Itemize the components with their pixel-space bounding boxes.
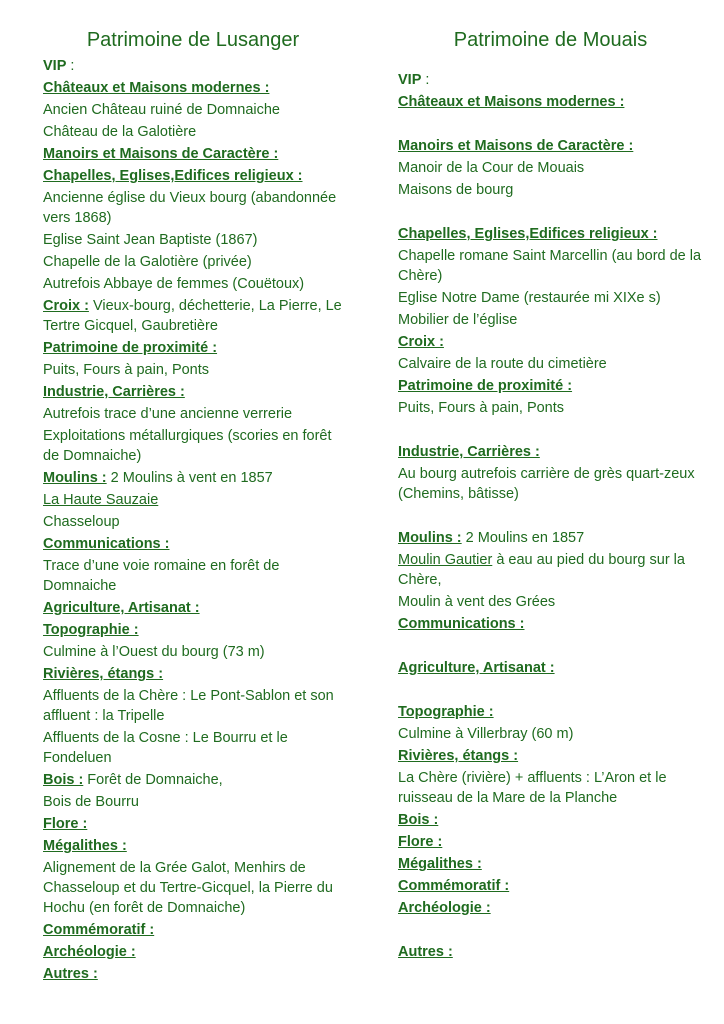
manoirs-heading: Manoirs et Maisons de Caractère :: [43, 146, 279, 162]
bois-heading: Bois :: [398, 812, 439, 828]
archeologie-heading: Archéologie :: [398, 900, 491, 916]
moulins-heading: Moulins :: [398, 530, 462, 546]
croix-heading: Croix :: [43, 298, 89, 314]
chateaux-heading: Châteaux et Maisons modernes :: [398, 94, 625, 110]
croix-entry: [43, 296, 343, 336]
rivieres-heading: Rivières, étangs :: [398, 748, 519, 764]
chateaux-heading: Châteaux et Maisons modernes :: [43, 80, 270, 96]
chapelle-item: Mobilier de l’église: [398, 312, 518, 328]
riviere-item: Affluents de la Cosne : Le Bourru et le Fondeluen: [43, 730, 288, 766]
megalithes-heading: Mégalithes :: [43, 838, 127, 854]
industrie-heading: Industrie, Carrières :: [43, 384, 185, 400]
chapelles-heading: Chapelles, Eglises,Edifices religieux :: [43, 168, 303, 184]
bois-heading: Bois :: [43, 772, 84, 788]
flore-heading: Flore :: [43, 816, 88, 832]
proximite-text: Puits, Fours à pain, Ponts: [43, 362, 210, 378]
agriculture-heading: Agriculture, Artisanat :: [43, 600, 200, 616]
chapelle-item: Autrefois Abbaye de femmes (Couëtoux): [43, 276, 305, 292]
moulin-link[interactable]: Moulin Gautier: [398, 552, 493, 568]
riviere-item: Affluents de la Chère : Le Pont-Sablon et son affluent : la Tripelle: [43, 688, 334, 724]
moulins-heading: Moulins :: [43, 470, 107, 486]
moulin-item: Moulin à vent des Grées: [398, 594, 556, 610]
agriculture-heading: Agriculture, Artisanat :: [398, 660, 555, 676]
chapelles-heading: Chapelles, Eglises,Edifices religieux :: [398, 226, 658, 242]
vip-suffix: :: [66, 58, 75, 74]
megalithes-text: Alignement de la Grée Galot, Menhirs de Chasseloup et du Tertre-Gicquel, la Pierre du Hochu (en forêt de Domnaiche): [43, 860, 333, 916]
communications-heading: Communications :: [43, 536, 170, 552]
commemoratif-heading: Commémoratif :: [43, 922, 155, 938]
chapelle-item: Ancienne église du Vieux bourg (abandonnée vers 1868): [43, 190, 337, 226]
industrie-heading: Industrie, Carrières :: [398, 444, 540, 460]
autres-heading: Autres :: [398, 944, 453, 960]
mouais-title: Patrimoine de Mouais: [453, 29, 648, 51]
proximite-heading: Patrimoine de proximité :: [43, 340, 218, 356]
flore-heading: Flore :: [398, 834, 443, 850]
industrie-item: Autrefois trace d’une ancienne verrerie: [43, 406, 293, 422]
chapelle-item: Chapelle de la Galotière (privée): [43, 254, 252, 270]
moulins-text: 2 Moulins en 1857: [461, 530, 585, 546]
mouais-column: [398, 26, 703, 964]
croix-text: Calvaire de la route du cimetière: [398, 356, 607, 372]
communications-heading: Communications :: [398, 616, 525, 632]
moulins-entry: [398, 528, 703, 548]
vip-heading: VIP: [43, 58, 67, 74]
moulins-text: 2 Moulins à vent en 1857: [106, 470, 273, 486]
croix-text: Vieux-bourg, déchetterie, La Pierre, Le Tertre Gicquel, Gaubretière: [43, 298, 342, 334]
bois-entry: [43, 770, 343, 790]
commemoratif-heading: Commémoratif :: [398, 878, 510, 894]
bois-item: Bois de Bourru: [43, 794, 139, 810]
proximite-heading: Patrimoine de proximité :: [398, 378, 573, 394]
industrie-item: Exploitations métallurgiques (scories en forêt de Domnaiche): [43, 428, 332, 464]
proximite-text: Puits, Fours à pain, Ponts: [398, 400, 565, 416]
croix-heading: Croix :: [398, 334, 444, 350]
vip-heading: VIP: [398, 72, 422, 88]
moulin-entry: [398, 550, 703, 590]
topographie-text: Culmine à l’Ouest du bourg (73 m): [43, 644, 265, 660]
moulin-link[interactable]: La Haute Sauzaie: [43, 492, 159, 508]
topographie-heading: Topographie :: [43, 622, 139, 638]
manoirs-heading: Manoirs et Maisons de Caractère :: [398, 138, 634, 154]
chateau-item: Château de la Galotière: [43, 124, 197, 140]
chapelle-item: Eglise Saint Jean Baptiste (1867): [43, 232, 258, 248]
communications-text: Trace d’une voie romaine en forêt de Domnaiche: [43, 558, 280, 594]
moulin-link-suffix: à eau au pied du bourg sur la Chère,: [398, 552, 685, 588]
moulins-entry: [43, 468, 343, 488]
chapelle-item: Chapelle romane Saint Marcellin (au bord de la Chère): [398, 248, 702, 284]
rivieres-heading: Rivières, étangs :: [43, 666, 164, 682]
lusanger-column: [43, 26, 343, 986]
chateau-item: Ancien Château ruiné de Domnaiche: [43, 102, 280, 118]
rivieres-text: La Chère (rivière) + affluents : L’Aron et le ruisseau de la Mare de la Planche: [398, 770, 667, 806]
moulin-item: Chasseloup: [43, 514, 120, 530]
lusanger-title: Patrimoine de Lusanger: [86, 29, 300, 51]
bois-text: Forêt de Domnaiche,: [83, 772, 223, 788]
archeologie-heading: Archéologie :: [43, 944, 136, 960]
manoir-item: Manoir de la Cour de Mouais: [398, 160, 585, 176]
megalithes-heading: Mégalithes :: [398, 856, 482, 872]
autres-heading: Autres :: [43, 966, 98, 982]
vip-suffix: :: [421, 72, 430, 88]
topographie-text: Culmine à Villerbray (60 m): [398, 726, 574, 742]
topographie-heading: Topographie :: [398, 704, 494, 720]
manoir-item: Maisons de bourg: [398, 182, 514, 198]
chapelle-item: Eglise Notre Dame (restaurée mi XIXe s): [398, 290, 661, 306]
industrie-text: Au bourg autrefois carrière de grès quart-zeux (Chemins, bâtisse): [398, 466, 695, 502]
